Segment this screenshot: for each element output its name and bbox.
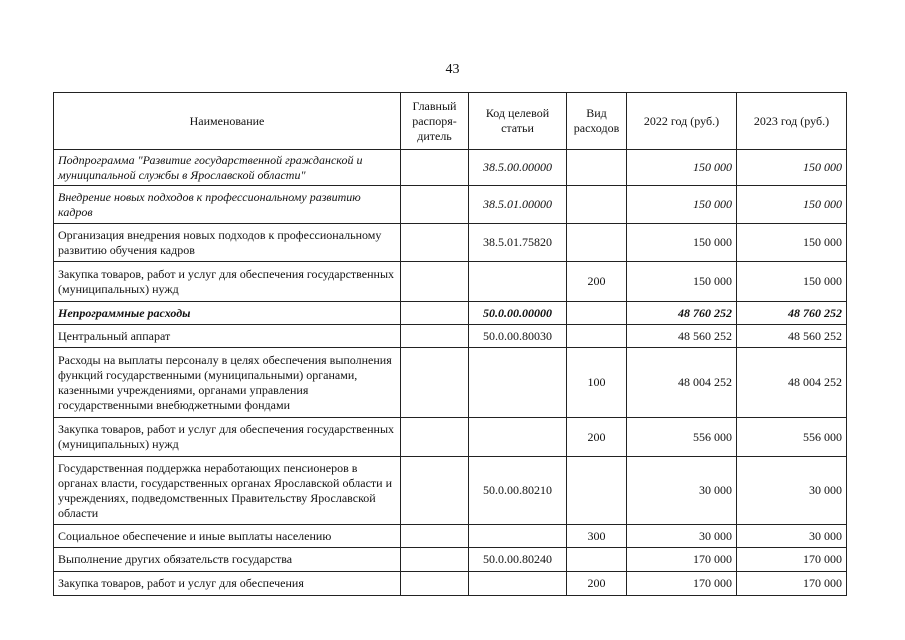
row-2022: 30 000 [627, 525, 737, 548]
row-name: Выполнение других обязательств государства [54, 548, 401, 572]
row-name: Расходы на выплаты персоналу в целях обеспечения выполнения функций государственными (муниципальными) органами, казенными учреждениями, органами управления государственными внебюджетными фондами [54, 348, 401, 418]
row-2023: 48 560 252 [737, 325, 847, 348]
row-2023: 150 000 [737, 224, 847, 262]
table-row [54, 224, 847, 262]
row-vid: 200 [567, 572, 627, 596]
row-glavny [401, 302, 469, 325]
row-code: 50.0.00.00000 [469, 302, 567, 325]
row-code [469, 262, 567, 302]
row-2023: 150 000 [737, 262, 847, 302]
row-code: 38.5.01.00000 [469, 186, 567, 224]
row-2023: 48 760 252 [737, 302, 847, 325]
table-row [54, 150, 847, 186]
row-2022: 150 000 [627, 262, 737, 302]
row-name: Закупка товаров, работ и услуг для обеспечения [54, 572, 401, 596]
row-name: Внедрение новых подходов к профессиональному развитию кадров [54, 186, 401, 224]
budget-table [53, 92, 847, 596]
row-2022: 150 000 [627, 150, 737, 186]
table-row [54, 418, 847, 457]
row-name: Центральный аппарат [54, 325, 401, 348]
header-name: Наименование [54, 93, 401, 150]
row-name: Закупка товаров, работ и услуг для обеспечения государственных (муниципальных) нужд [54, 262, 401, 302]
row-2022: 48 004 252 [627, 348, 737, 418]
row-code [469, 572, 567, 596]
row-glavny [401, 186, 469, 224]
row-2023: 556 000 [737, 418, 847, 457]
row-2023: 170 000 [737, 548, 847, 572]
row-2022: 48 560 252 [627, 325, 737, 348]
row-code: 50.0.00.80030 [469, 325, 567, 348]
row-2023: 150 000 [737, 186, 847, 224]
table-row [54, 186, 847, 224]
row-2023: 150 000 [737, 150, 847, 186]
row-glavny [401, 572, 469, 596]
header-2022: 2022 год (руб.) [627, 93, 737, 150]
row-vid [567, 325, 627, 348]
row-glavny [401, 457, 469, 525]
table-row [54, 302, 847, 325]
row-vid [567, 302, 627, 325]
row-glavny [401, 348, 469, 418]
row-2023: 170 000 [737, 572, 847, 596]
row-code [469, 348, 567, 418]
row-code [469, 525, 567, 548]
header-2023: 2023 год (руб.) [737, 93, 847, 150]
row-glavny [401, 262, 469, 302]
row-name: Организация внедрения новых подходов к профессиональному развитию обучения кадров [54, 224, 401, 262]
row-code [469, 418, 567, 457]
row-vid [567, 186, 627, 224]
row-glavny [401, 418, 469, 457]
header-glavny: Главный распоря-дитель [401, 93, 469, 150]
row-2022: 170 000 [627, 572, 737, 596]
table-row [54, 262, 847, 302]
table-row [54, 572, 847, 596]
row-2022: 48 760 252 [627, 302, 737, 325]
row-2022: 150 000 [627, 186, 737, 224]
row-2022: 150 000 [627, 224, 737, 262]
row-name: Социальное обеспечение и иные выплаты населению [54, 525, 401, 548]
table-row [54, 525, 847, 548]
row-name: Государственная поддержка неработающих пенсионеров в органах власти, государственных органах Ярославской области и учреждениях, подведомственных Правительству Ярославской области [54, 457, 401, 525]
row-vid: 300 [567, 525, 627, 548]
row-2023: 30 000 [737, 457, 847, 525]
row-glavny [401, 548, 469, 572]
row-2023: 30 000 [737, 525, 847, 548]
page-number: 43 [445, 62, 460, 77]
row-name: Закупка товаров, работ и услуг для обеспечения государственных (муниципальных) нужд [54, 418, 401, 457]
row-glavny [401, 325, 469, 348]
table-row [54, 325, 847, 348]
header-vid: Вид расходов [567, 93, 627, 150]
table-row [54, 348, 847, 418]
table-header-row [54, 93, 847, 150]
row-glavny [401, 150, 469, 186]
row-vid: 100 [567, 348, 627, 418]
row-code: 38.5.00.00000 [469, 150, 567, 186]
row-code: 50.0.00.80240 [469, 548, 567, 572]
row-vid [567, 457, 627, 525]
row-2022: 170 000 [627, 548, 737, 572]
row-name: Подпрограмма "Развитие государственной гражданской и муниципальной службы в Ярославской области" [54, 150, 401, 186]
row-code: 50.0.00.80210 [469, 457, 567, 525]
row-2022: 30 000 [627, 457, 737, 525]
row-vid: 200 [567, 262, 627, 302]
row-name: Непрограммные расходы [54, 302, 401, 325]
row-glavny [401, 224, 469, 262]
row-2022: 556 000 [627, 418, 737, 457]
table-row [54, 548, 847, 572]
row-vid [567, 150, 627, 186]
row-vid: 200 [567, 418, 627, 457]
header-code: Код целевой статьи [469, 93, 567, 150]
row-glavny [401, 525, 469, 548]
row-2023: 48 004 252 [737, 348, 847, 418]
row-code: 38.5.01.75820 [469, 224, 567, 262]
row-vid [567, 548, 627, 572]
row-vid [567, 224, 627, 262]
table-row [54, 457, 847, 525]
